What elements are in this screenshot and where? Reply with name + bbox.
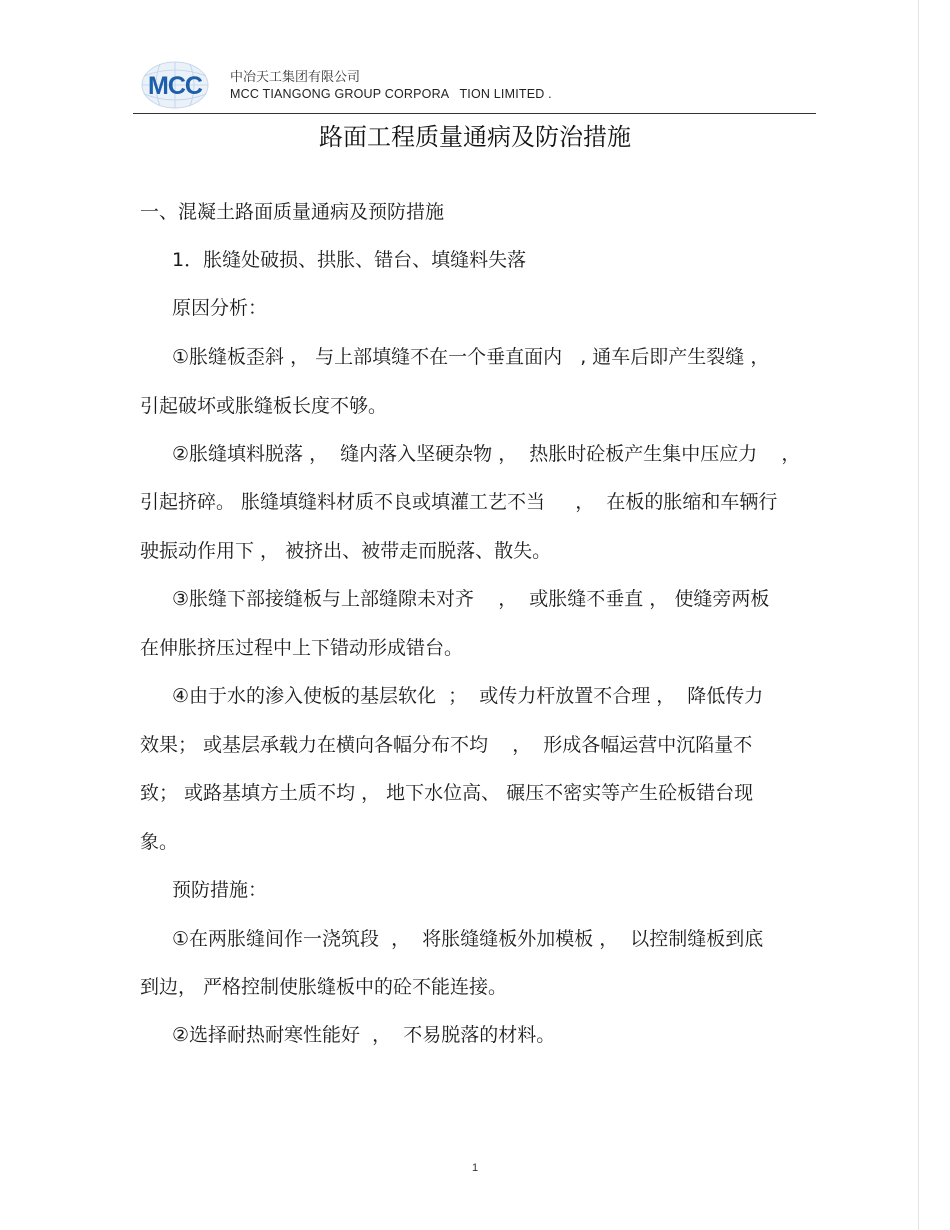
page-number: 1 bbox=[471, 1162, 479, 1174]
subsection-heading: 1．胀缝处破损、拱胀、错台、填缝料失落 bbox=[172, 249, 527, 271]
document-title: 路面工程质量通病及防治措施 bbox=[319, 123, 631, 151]
paragraph-line: ②胀缝填料脱落 ， 缝内落入坚硬杂物 ， 热胀时砼板产生集中压应力 ， bbox=[172, 443, 801, 465]
paragraph-line: 在伸胀挤压过程中上下错动形成错台。 bbox=[140, 637, 464, 659]
paragraph-line: 引起挤碎。 胀缝填缝料材质不良或填灌工艺不当 ， 在板的胀缩和车辆行 bbox=[140, 491, 778, 513]
header-divider bbox=[133, 113, 816, 114]
logo-text: MCC bbox=[148, 72, 202, 100]
cause-analysis-label: 原因分析： bbox=[172, 297, 268, 319]
page-edge bbox=[918, 0, 919, 1230]
paragraph-line: ①在两胀缝间作一浇筑段 ， 将胀缝缝板外加模板 ， 以控制缝板到底 bbox=[172, 928, 764, 950]
paragraph-line: 驶振动作用下 ， 被挤出、被带走而脱落、散失。 bbox=[140, 540, 552, 562]
paragraph-line: 致； 或路基填方土质不均 ， 地下水位高、 碾压不密实等产生砼板错台现 bbox=[140, 782, 754, 804]
document-header bbox=[138, 58, 818, 114]
paragraph-line: 到边， 严格控制使胀缝板中的砼不能连接。 bbox=[140, 976, 508, 998]
company-name-en: MCC TIANGONG GROUP CORPORA TION LIMITED . bbox=[230, 87, 552, 101]
company-name-cn: 中冶天工集团有限公司 bbox=[230, 70, 361, 85]
mcc-logo bbox=[138, 60, 212, 110]
paragraph-line: 象。 bbox=[140, 831, 179, 853]
paragraph-line: ③胀缝下部接缝板与上部缝隙未对齐 ， 或胀缝不垂直 ， 使缝旁两板 bbox=[172, 588, 770, 610]
prevention-measures-label: 预防措施： bbox=[172, 879, 268, 901]
paragraph-line: ④由于水的渗入使板的基层软化 ； 或传力杆放置不合理 ， 降低传力 bbox=[172, 685, 764, 707]
paragraph-line: ①胀缝板歪斜 ， 与上部填缝不在一个垂直面内 , 通车后即产生裂缝 ， bbox=[172, 346, 770, 368]
paragraph-line: 引起破坏或胀缝板长度不够。 bbox=[140, 395, 388, 417]
paragraph-line: ②选择耐热耐寒性能好 ， 不易脱落的材料。 bbox=[172, 1024, 556, 1046]
paragraph-line: 效果； 或基层承载力在横向各幅分布不均 ， 形成各幅运营中沉陷量不 bbox=[140, 734, 753, 756]
section-heading: 一、混凝土路面质量通病及预防措施 bbox=[140, 201, 445, 223]
